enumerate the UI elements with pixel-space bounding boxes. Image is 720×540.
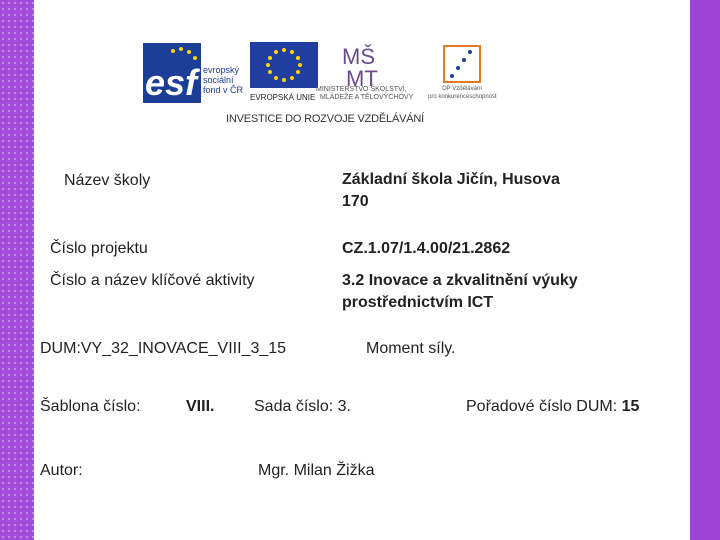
- order-label: [466, 396, 639, 418]
- svg-text:esf: esf: [145, 62, 198, 103]
- dum-code: DUM:VY_32_INOVACE_VIII_3_15: [40, 340, 287, 357]
- msmt-logo: [316, 42, 414, 104]
- template-label: Šablona číslo:: [40, 398, 141, 415]
- esf-text-2: sociální: [203, 75, 234, 85]
- op-line-2: pro konkurenceschopnost: [428, 94, 497, 100]
- activity-value-2: prostřednictvím ICT: [342, 294, 494, 311]
- school-value-1: Základní škola Jičín, Husova: [342, 171, 560, 188]
- project-label: Číslo projektu: [50, 240, 148, 257]
- msmt-line-1: MINISTERSTVO ŠKOLSTVÍ,: [316, 86, 407, 93]
- school-label: Název školy: [64, 172, 151, 189]
- eu-label: EVROPSKÁ UNIE: [250, 93, 316, 102]
- author-value: Mgr. Milan Žižka: [258, 462, 375, 479]
- msmt-line-2: MLÁDEŽE A TĚLOVÝCHOVY: [320, 94, 414, 101]
- dum-title: Moment síly.: [366, 340, 456, 357]
- investice-banner: INVESTICE DO ROZVOJE VZDĚLÁVÁNÍ: [226, 113, 424, 125]
- eu-flag-logo: [250, 42, 318, 88]
- left-decorative-bar: [0, 0, 34, 540]
- author-label: Autor:: [40, 462, 83, 479]
- esf-logo: [143, 43, 247, 103]
- svg-text:MŠ: MŠ: [342, 44, 375, 69]
- esf-text-3: fond v ČR: [203, 85, 244, 95]
- activity-label: Číslo a název klíčové aktivity: [50, 272, 255, 289]
- order-label-text: Pořadové číslo DUM:: [466, 398, 618, 415]
- esf-text-1: evropský: [203, 65, 240, 75]
- project-value: CZ.1.07/1.4.00/21.2862: [342, 240, 511, 257]
- template-value: VIII.: [186, 398, 215, 415]
- right-decorative-bar: [690, 0, 720, 540]
- svg-text:MT: MT: [346, 66, 378, 88]
- activity-value-1: 3.2 Inovace a zkvalitnění výuky: [342, 272, 578, 289]
- op-logo: [428, 42, 504, 104]
- order-value: 15: [621, 398, 640, 415]
- set-label: Sada číslo: 3.: [254, 398, 351, 415]
- op-line-1: OP Vzdělávání: [442, 86, 482, 92]
- school-value-2: 170: [342, 193, 369, 210]
